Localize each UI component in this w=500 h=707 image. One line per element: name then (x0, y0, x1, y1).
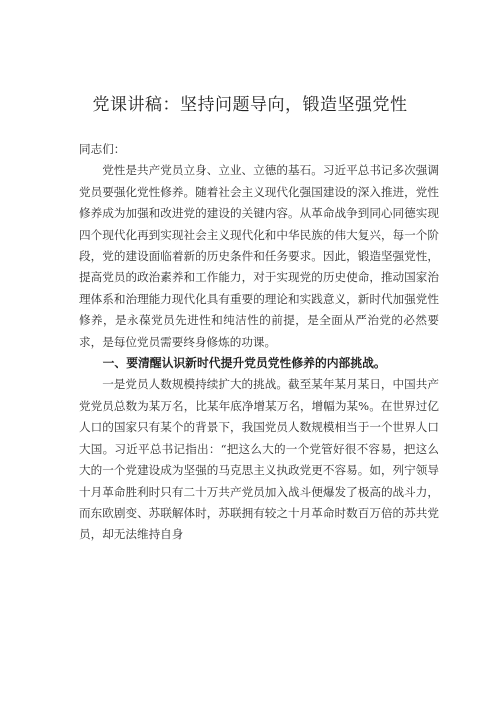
intro-paragraph: 党性是共产党员立身、立业、立德的基石。习近平总书记多次强调党员要强化党性修养。随着社会主义现代化强国建设的深入推进，党性修养成为加强和改进党的建设的关键内容。从革命战争到同心同德实现四个现代化再到实现社会主义现代化和中华民族的伟大复兴，每一个阶段，党的建设面临着新的历史条件和任务要求。因此，锻造坚强党性，提高党员的政治素养和工作能力，对于实现党的历史使命，推动国家治理体系和治理能力现代化具有重要的理论和实践意义，新时代加强党性修养，是永葆党员先进性和纯洁性的前提，是全面从严治党的必然要求，是每位党员需要终身修炼的功课。 (79, 163, 439, 349)
section-paragraph: 一是党员人数规模持续扩大的挑战。截至某年某月某日，中国共产党党员总数为某万名，比某年底净增某万名，增幅为某%。在世界过亿人口的国家只有某个的背景下，我国党员人数规模相当于一个世界人口大国。习近平总书记指出：“把这么大的一个党管好很不容易，把这么大的一个党建设成为坚强的马克思主义执政党更不容易。如，列宁领导十月革命胜利时只有二十万共产党员加入战斗便爆发了极高的战斗力，而东欧剧变、苏联解体时，苏联拥有较之十月革命时数百万倍的苏共党员，却无法维持自身 (79, 377, 439, 542)
document-body (79, 139, 439, 546)
document-title: 党课讲稿：坚持问题导向，锻造坚强党性 (92, 95, 408, 115)
section-heading: 一、要清醒认识新时代提升党员党性修养的内部挑战。 (102, 356, 386, 371)
salutation: 同志们： (79, 142, 126, 156)
